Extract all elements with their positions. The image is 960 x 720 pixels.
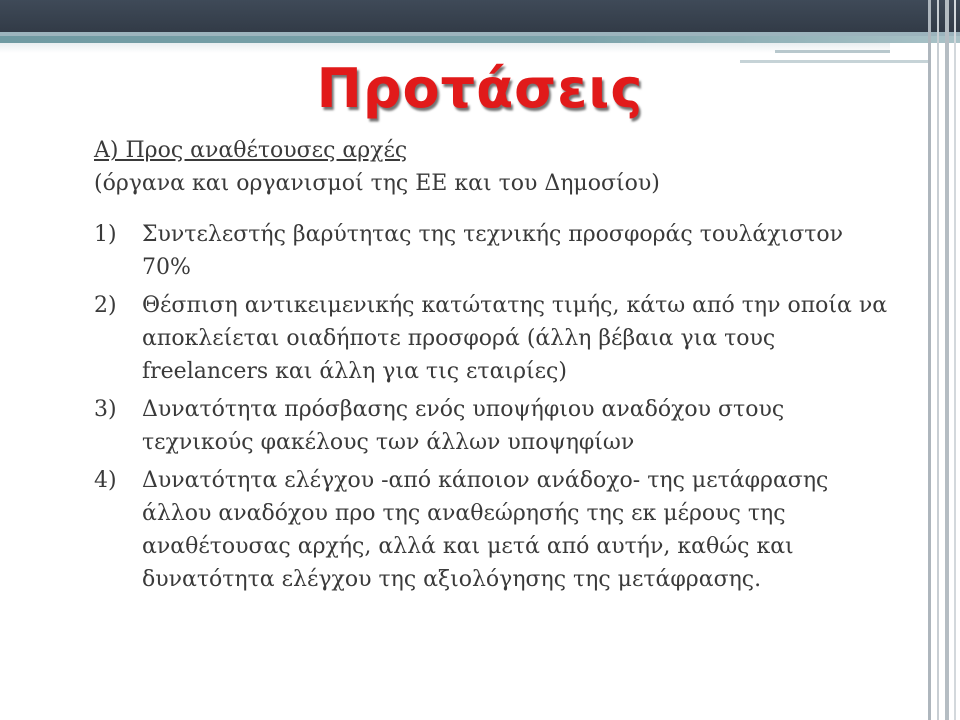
proposal-list [94, 218, 894, 596]
header-accent-stripe [0, 36, 960, 43]
list-item-number: 2) [94, 293, 117, 318]
header-band [0, 0, 960, 32]
slide-title: Προτάσεις [316, 57, 644, 120]
list-item-number: 1) [94, 222, 117, 247]
list-item-number: 4) [94, 468, 117, 493]
header-shadow [0, 43, 890, 53]
slide-body [94, 134, 894, 601]
section-heading: Α) Προς αναθέτουσες αρχές [94, 138, 408, 163]
list-item [94, 464, 894, 596]
list-item-text: Θέσπιση αντικειμενικής κατώτατης τιμής, κάτω από την οποία να αποκλείεται οιαδήποτε προσφορά (άλλη βέβαια για τους freelancers και άλλη για τις εταιρίες) [142, 293, 888, 384]
list-item-text: Δυνατότητα ελέγχου -από κάποιον ανάδοχο- της μετάφρασης άλλου αναδόχου προ της αναθεώρησής της εκ μέρους της αναθέτουσας αρχής, αλλά και μετά από αυτήν, καθώς και δυνατότητα ελέγχου της αξιολόγησης της μετάφρασης. [142, 468, 829, 592]
list-item-text: Συντελεστής βαρύτητας της τεχνικής προσφοράς τουλάχιστον 70% [142, 222, 844, 280]
decorative-line [775, 50, 890, 53]
list-item-text: Δυνατότητα πρόσβασης ενός υποψήφιου αναδόχου στους τεχνικούς φακέλους των άλλων υποψηφίων [142, 397, 785, 455]
section-subtext: (όργανα και οργανισμοί της ΕΕ και του Δημοσίου) [94, 171, 660, 196]
list-item [94, 289, 894, 388]
list-item-number: 3) [94, 397, 117, 422]
list-item [94, 393, 894, 459]
list-item [94, 218, 894, 284]
